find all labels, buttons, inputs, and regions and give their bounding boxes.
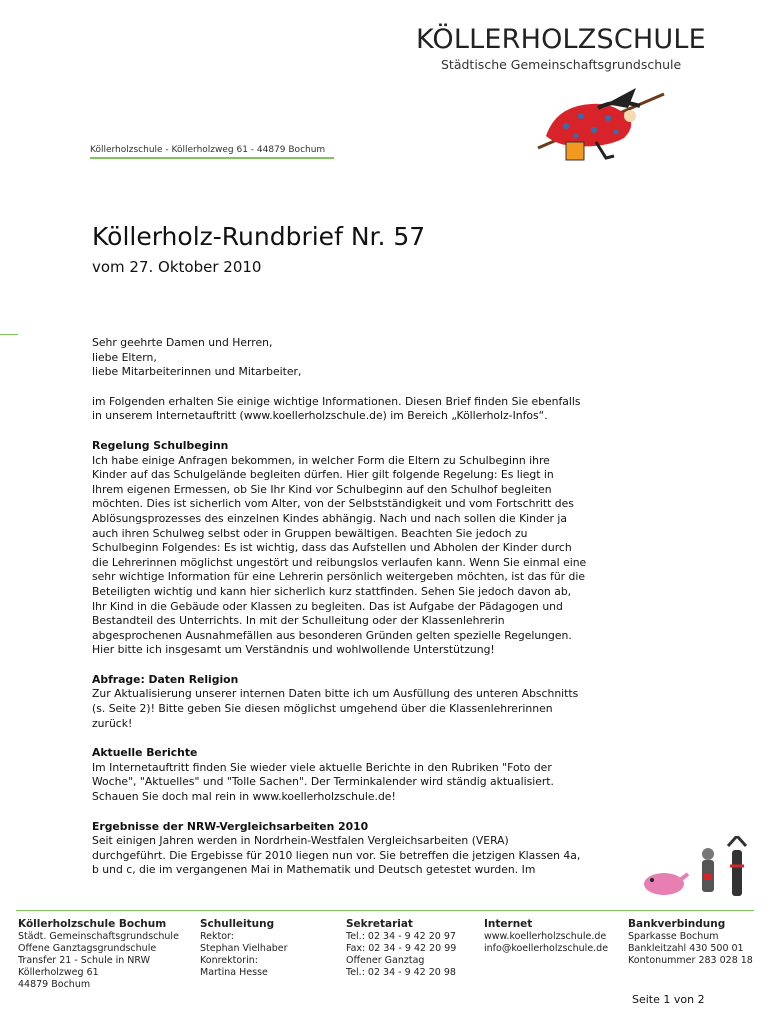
decorative-figures-icon — [640, 836, 752, 900]
paragraph-line: (s. Seite 2)! Bitte geben Sie diesen möglichst umgehend über die Klassenlehrerinnen — [92, 702, 553, 716]
intro-line: im Folgenden erhalten Sie einige wichtige Informationen. Diesen Brief finden Sie ebenfalls — [92, 394, 581, 408]
paragraph-line: zurück! — [92, 716, 133, 730]
page-number: Seite 1 von 2 — [632, 993, 705, 1006]
school-name: KÖLLERHOLZSCHULE — [416, 24, 706, 55]
section-title-berichte: Aktuelle Berichte — [92, 746, 198, 760]
footer-line: Tel.: 02 34 - 9 42 20 98 — [346, 967, 456, 978]
fold-mark — [0, 334, 18, 335]
footer-line: Offene Ganztagsgrundschule — [18, 943, 157, 954]
school-subtitle: Städtische Gemeinschaftsgrundschule — [441, 57, 682, 72]
paragraph-line: Schauen Sie doch mal rein in www.koellerholzschule.de! — [92, 790, 396, 804]
letter-body — [92, 336, 628, 878]
footer-column-school — [18, 918, 179, 991]
paragraph-line: b und c, die im vergangenen Mai in Mathematik und Deutsch getestet wurden. Im — [92, 863, 536, 877]
letter-date: vom 27. Oktober 2010 — [92, 258, 262, 276]
section-title-religion: Abfrage: Daten Religion — [92, 672, 239, 686]
footer-email-link[interactable]: info@koellerholzschule.de — [484, 943, 609, 954]
salutation-line: Sehr geehrte Damen und Herren, — [92, 336, 273, 349]
section-title-vera: Ergebnisse der NRW-Vergleichsarbeiten 2010 — [92, 819, 369, 833]
footer-line: Sparkasse Bochum — [628, 931, 719, 942]
footer-line: Städt. Gemeinschaftsgrundschule — [18, 931, 179, 942]
paragraph-line: Woche", "Aktuelles" und "Tolle Sachen". Der Terminkalender wird ständig aktualisiert. — [92, 775, 554, 789]
paragraph-line: Kinder auf das Schulgelände begleiten dürfen. Hier gilt folgende Regelung: Es liegt in — [92, 468, 554, 482]
paragraph-line: sehr wichtige Information für eine Lehrerin persönlich weitergeben möchten, ist das für die — [92, 570, 586, 584]
paragraph-line: Ablösungsprozesses des einzelnen Kindes abhängig. Nach und nach sollen die Kinder ja — [92, 511, 568, 525]
address-underline — [90, 157, 334, 159]
sender-address-line: Köllerholzschule - Köllerholzweg 61 - 44879 Bochum — [90, 145, 326, 155]
footer-line: Stephan Vielhaber — [200, 943, 288, 954]
intro-line: in unserem Internetauftritt (www.koellerholzschule.de) im Bereich „Köllerholz-Infos“. — [92, 409, 548, 423]
paragraph-line: Ich habe einige Anfragen bekommen, in welcher Form die Eltern zu Schulbeginn ihre — [92, 453, 550, 467]
paragraph-line: Hier bitte ich insgesamt um Verständnis und wohlwollende Unterstützung! — [92, 643, 495, 657]
footer-heading: Sekretariat — [346, 918, 413, 930]
paragraph-line: Ihrem eigenen Ermessen, ob Sie Ihr Kind vor Schulbeginn auf den Schulhof begleiten — [92, 482, 552, 496]
salutation-line: liebe Eltern, — [92, 350, 157, 364]
paragraph-line: Ihr Kind in die Gebäude oder Klassen zu begleiten. Das ist Aufgabe der Pädagogen und — [92, 599, 563, 613]
paragraph-line: die Lehrerinnen möglichst ungestört und reibungslos verlaufen kann. Wenn Sie einmal eine — [92, 555, 587, 569]
paragraph-line: Im Internetauftritt finden Sie wieder viele aktuelle Berichte in den Rubriken "Foto der — [92, 760, 552, 774]
paragraph-line: abgesprochenen Ausnahmefällen aus besonderen Gründen gelten spezielle Regelungen. — [92, 628, 572, 642]
school-logo-witch-icon — [536, 86, 666, 166]
footer-line: Köllerholzweg 61 — [18, 967, 99, 978]
footer-website-link[interactable]: www.koellerholzschule.de — [484, 931, 607, 942]
paragraph-line: auch ihren Schulweg selbst oder in Gruppen bewältigen. Beachten Sie jedoch zu — [92, 526, 528, 540]
section-title-schulbeginn: Regelung Schulbeginn — [92, 438, 229, 452]
footer-line: Konrektorin: — [200, 955, 258, 966]
footer-heading: Bankverbindung — [628, 918, 726, 930]
paragraph-line: durchgeführt. Die Ergebisse für 2010 liegen nun vor. Sie betreffen die jetzigen Klassen 4a, — [92, 848, 581, 862]
footer-column-bank — [628, 918, 753, 967]
paragraph-line: Seit einigen Jahren werden in Nordrhein-Westfalen Vergleichsarbeiten (VERA) — [92, 834, 509, 848]
salutation-line: liebe Mitarbeiterinnen und Mitarbeiter, — [92, 365, 302, 379]
footer-column-schulleitung — [200, 918, 288, 979]
footer-heading: Köllerholzschule Bochum — [18, 918, 167, 930]
footer-line: Rektor: — [200, 931, 234, 942]
footer-line: Transfer 21 - Schule in NRW — [18, 955, 150, 966]
footer-line: Bankleitzahl 430 500 01 — [628, 943, 744, 954]
footer-line: Fax: 02 34 - 9 42 20 99 — [346, 943, 457, 954]
paragraph-line: Beteiligten wichtig und kann hier sicherlich kurz stattfinden. Sehen Sie jedoch davon ab, — [92, 584, 572, 598]
paragraph-line: möchten. Dies ist sicherlich vom Alter, von der Selbstständigkeit und vom Fortschritt des — [92, 497, 574, 511]
footer-line: Martina Hesse — [200, 967, 268, 978]
footer-line: Offener Ganztag — [346, 955, 425, 966]
footer-heading: Internet — [484, 918, 533, 930]
paragraph-line: Bestandteil des Unterrichts. In mit der Schulleitung oder der Klassenlehrerin — [92, 614, 505, 628]
footer-heading: Schulleitung — [200, 918, 275, 930]
footer-line: Tel.: 02 34 - 9 42 20 97 — [346, 931, 456, 942]
paragraph-line: Schulbeginn Folgendes: Es ist wichtig, dass das Aufstellen und Abholen der Kinder durch — [92, 541, 572, 555]
letter-title: Köllerholz-Rundbrief Nr. 57 — [92, 222, 426, 251]
footer-line: Kontonummer 283 028 18 — [628, 955, 753, 966]
footer-rule — [16, 910, 754, 911]
paragraph-line: Zur Aktualisierung unserer internen Daten bitte ich um Ausfüllung des unteren Abschnitts — [92, 687, 579, 701]
footer-column-internet — [484, 918, 608, 955]
footer-column-sekretariat — [346, 918, 456, 979]
footer-line: 44879 Bochum — [18, 979, 91, 990]
